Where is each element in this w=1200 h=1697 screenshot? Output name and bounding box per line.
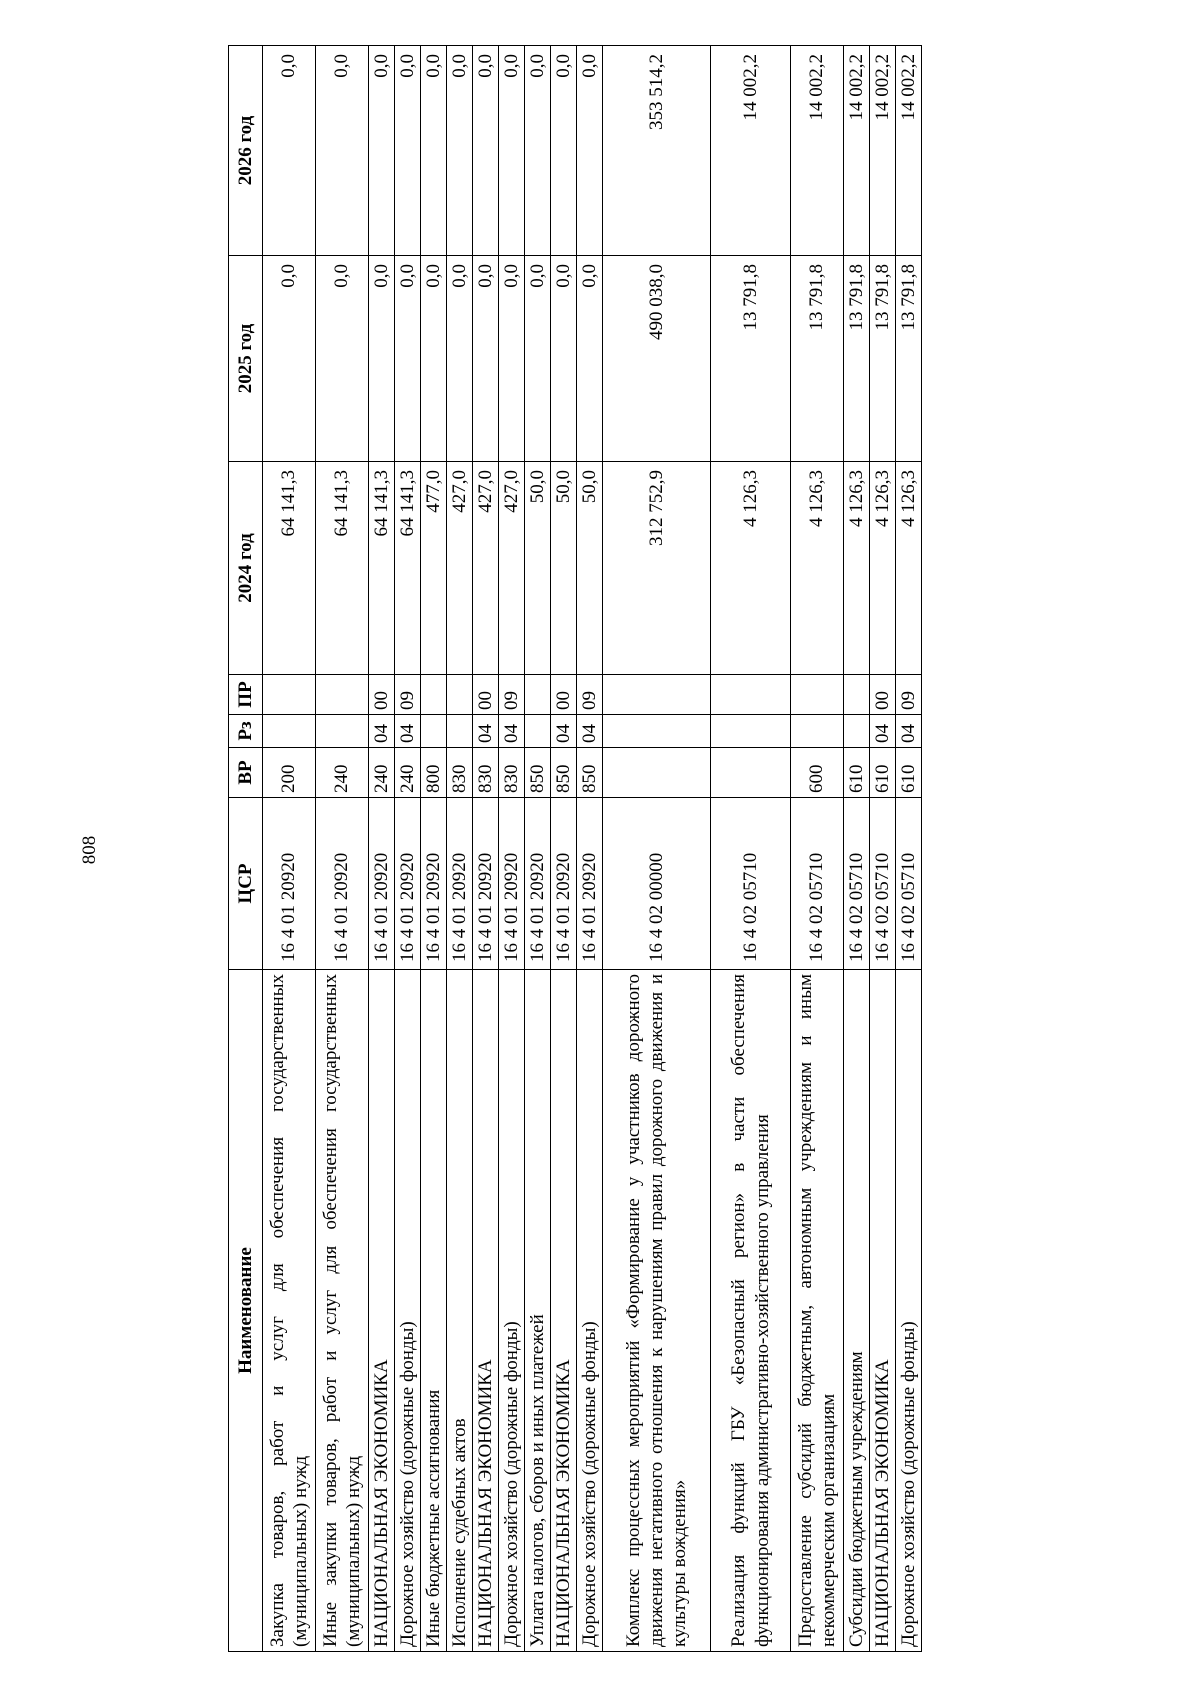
cell-rz xyxy=(791,715,844,748)
cell-2025: 13 791,8 xyxy=(791,256,844,462)
cell-vr: 850 xyxy=(525,748,551,798)
cell-rz xyxy=(603,715,711,748)
cell-vr: 240 xyxy=(395,748,421,798)
table-row xyxy=(473,46,499,1652)
cell-2024: 427,0 xyxy=(447,462,473,675)
header-name: Наименование xyxy=(229,970,263,1652)
table-header-row xyxy=(229,46,263,1652)
cell-rz xyxy=(421,715,447,748)
cell-rz: 04 xyxy=(369,715,395,748)
cell-name: Реализация функций ГБУ «Безопасный регион» в части обеспечения функционирования административно-хозяйственного управления xyxy=(711,970,791,1652)
cell-2026: 0,0 xyxy=(395,46,421,256)
cell-pr: 00 xyxy=(473,675,499,715)
cell-name: Иные бюджетные ассигнования xyxy=(421,970,447,1652)
table-row xyxy=(369,46,395,1652)
rotated-table-wrapper xyxy=(228,46,919,1652)
cell-name: Закупка товаров, работ и услуг для обеспечения государственных (муниципальных) нужд xyxy=(263,970,316,1652)
cell-2024: 50,0 xyxy=(577,462,603,675)
cell-vr: 240 xyxy=(316,748,369,798)
table-row xyxy=(447,46,473,1652)
cell-name: НАЦИОНАЛЬНАЯ ЭКОНОМИКА xyxy=(870,970,896,1652)
cell-pr: 00 xyxy=(369,675,395,715)
cell-name: Уплата налогов, сборов и иных платежей xyxy=(525,970,551,1652)
table-row xyxy=(870,46,896,1652)
cell-pr: 09 xyxy=(577,675,603,715)
cell-pr xyxy=(316,675,369,715)
table-row xyxy=(263,46,316,1652)
cell-2025: 490 038,0 xyxy=(603,256,711,462)
cell-csr: 16 4 02 05710 xyxy=(844,798,870,970)
table-row xyxy=(577,46,603,1652)
cell-2025: 0,0 xyxy=(316,256,369,462)
cell-rz: 04 xyxy=(473,715,499,748)
cell-2026: 14 002,2 xyxy=(791,46,844,256)
cell-2024: 50,0 xyxy=(525,462,551,675)
cell-vr: 830 xyxy=(473,748,499,798)
cell-2024: 477,0 xyxy=(421,462,447,675)
cell-pr: 00 xyxy=(551,675,577,715)
cell-2026: 0,0 xyxy=(263,46,316,256)
cell-vr xyxy=(603,748,711,798)
cell-csr: 16 4 01 20920 xyxy=(263,798,316,970)
header-rz: Рз xyxy=(229,715,263,748)
cell-2024: 4 126,3 xyxy=(896,462,922,675)
cell-2025: 0,0 xyxy=(499,256,525,462)
cell-2025: 0,0 xyxy=(421,256,447,462)
cell-csr: 16 4 01 20920 xyxy=(473,798,499,970)
cell-2025: 0,0 xyxy=(551,256,577,462)
cell-2026: 14 002,2 xyxy=(844,46,870,256)
cell-pr xyxy=(791,675,844,715)
cell-2026: 14 002,2 xyxy=(870,46,896,256)
cell-pr xyxy=(263,675,316,715)
cell-pr xyxy=(421,675,447,715)
cell-rz xyxy=(844,715,870,748)
cell-rz xyxy=(447,715,473,748)
cell-2025: 13 791,8 xyxy=(896,256,922,462)
cell-rz xyxy=(711,715,791,748)
cell-name: Субсидии бюджетным учреждениям xyxy=(844,970,870,1652)
cell-2026: 0,0 xyxy=(421,46,447,256)
cell-csr: 16 4 01 20920 xyxy=(577,798,603,970)
header-csr: ЦСР xyxy=(229,798,263,970)
table-row xyxy=(525,46,551,1652)
cell-rz: 04 xyxy=(577,715,603,748)
cell-pr xyxy=(525,675,551,715)
cell-2026: 0,0 xyxy=(447,46,473,256)
cell-2026: 0,0 xyxy=(577,46,603,256)
cell-name: НАЦИОНАЛЬНАЯ ЭКОНОМИКА xyxy=(369,970,395,1652)
cell-vr: 850 xyxy=(577,748,603,798)
cell-2026: 0,0 xyxy=(499,46,525,256)
cell-name: Комплекс процессных мероприятий «Формирование у участников дорожного движения негативного отношения к нарушениям правил дорожного движения и культуры вождения» xyxy=(603,970,711,1652)
cell-rz: 04 xyxy=(870,715,896,748)
cell-pr: 09 xyxy=(896,675,922,715)
cell-name: Дорожное хозяйство (дорожные фонды) xyxy=(577,970,603,1652)
cell-csr: 16 4 02 05710 xyxy=(791,798,844,970)
cell-2024: 50,0 xyxy=(551,462,577,675)
cell-2026: 14 002,2 xyxy=(711,46,791,256)
cell-csr: 16 4 01 20920 xyxy=(421,798,447,970)
cell-vr: 850 xyxy=(551,748,577,798)
cell-csr: 16 4 01 20920 xyxy=(499,798,525,970)
table-row xyxy=(711,46,791,1652)
cell-name: Предоставление субсидий бюджетным, автономным учреждениям и иным некоммерческим организациям xyxy=(791,970,844,1652)
header-2026: 2026 год xyxy=(229,46,263,256)
cell-2026: 0,0 xyxy=(473,46,499,256)
table-row xyxy=(421,46,447,1652)
table-row xyxy=(791,46,844,1652)
cell-vr: 610 xyxy=(870,748,896,798)
cell-2024: 4 126,3 xyxy=(791,462,844,675)
cell-2024: 64 141,3 xyxy=(369,462,395,675)
cell-vr: 200 xyxy=(263,748,316,798)
cell-2026: 0,0 xyxy=(525,46,551,256)
cell-name: Иные закупки товаров, работ и услуг для обеспечения государственных (муниципальных) нужд xyxy=(316,970,369,1652)
cell-vr xyxy=(711,748,791,798)
cell-csr: 16 4 01 20920 xyxy=(316,798,369,970)
cell-2025: 0,0 xyxy=(447,256,473,462)
cell-pr xyxy=(844,675,870,715)
cell-vr: 600 xyxy=(791,748,844,798)
cell-pr: 09 xyxy=(395,675,421,715)
table-row xyxy=(844,46,870,1652)
cell-2024: 64 141,3 xyxy=(395,462,421,675)
cell-vr: 240 xyxy=(369,748,395,798)
cell-2026: 353 514,2 xyxy=(603,46,711,256)
cell-csr: 16 4 01 20920 xyxy=(395,798,421,970)
cell-pr xyxy=(711,675,791,715)
cell-name: Исполнение судебных актов xyxy=(447,970,473,1652)
cell-2024: 4 126,3 xyxy=(711,462,791,675)
header-2024: 2024 год xyxy=(229,462,263,675)
cell-2025: 0,0 xyxy=(369,256,395,462)
cell-2026: 0,0 xyxy=(369,46,395,256)
cell-pr xyxy=(603,675,711,715)
budget-table xyxy=(228,45,922,1652)
cell-2024: 64 141,3 xyxy=(316,462,369,675)
cell-2025: 0,0 xyxy=(263,256,316,462)
table-row xyxy=(499,46,525,1652)
cell-csr: 16 4 01 20920 xyxy=(447,798,473,970)
cell-2024: 64 141,3 xyxy=(263,462,316,675)
cell-pr: 09 xyxy=(499,675,525,715)
cell-csr: 16 4 01 20920 xyxy=(551,798,577,970)
header-2025: 2025 год xyxy=(229,256,263,462)
cell-name: НАЦИОНАЛЬНАЯ ЭКОНОМИКА xyxy=(473,970,499,1652)
table-row xyxy=(551,46,577,1652)
cell-2026: 0,0 xyxy=(551,46,577,256)
cell-2024: 312 752,9 xyxy=(603,462,711,675)
cell-pr xyxy=(447,675,473,715)
table-row xyxy=(603,46,711,1652)
cell-rz xyxy=(263,715,316,748)
cell-vr: 830 xyxy=(447,748,473,798)
cell-csr: 16 4 02 05710 xyxy=(896,798,922,970)
header-vr: ВР xyxy=(229,748,263,798)
cell-2025: 13 791,8 xyxy=(844,256,870,462)
cell-2024: 4 126,3 xyxy=(870,462,896,675)
header-pr: ПР xyxy=(229,675,263,715)
cell-vr: 610 xyxy=(896,748,922,798)
cell-2025: 0,0 xyxy=(525,256,551,462)
cell-2025: 13 791,8 xyxy=(711,256,791,462)
table-row xyxy=(395,46,421,1652)
cell-2025: 0,0 xyxy=(577,256,603,462)
cell-name: Дорожное хозяйство (дорожные фонды) xyxy=(896,970,922,1652)
cell-rz: 04 xyxy=(499,715,525,748)
cell-2024: 427,0 xyxy=(499,462,525,675)
cell-2025: 0,0 xyxy=(395,256,421,462)
cell-2025: 13 791,8 xyxy=(870,256,896,462)
cell-vr: 800 xyxy=(421,748,447,798)
cell-2026: 14 002,2 xyxy=(896,46,922,256)
cell-rz: 04 xyxy=(551,715,577,748)
cell-rz xyxy=(316,715,369,748)
cell-csr: 16 4 02 05710 xyxy=(870,798,896,970)
cell-rz: 04 xyxy=(896,715,922,748)
cell-csr: 16 4 02 05710 xyxy=(711,798,791,970)
cell-vr: 830 xyxy=(499,748,525,798)
cell-2024: 427,0 xyxy=(473,462,499,675)
cell-csr: 16 4 02 00000 xyxy=(603,798,711,970)
cell-csr: 16 4 01 20920 xyxy=(525,798,551,970)
table-row xyxy=(896,46,922,1652)
cell-pr: 00 xyxy=(870,675,896,715)
cell-name: Дорожное хозяйство (дорожные фонды) xyxy=(395,970,421,1652)
page-number: 808 xyxy=(79,835,100,865)
cell-rz: 04 xyxy=(395,715,421,748)
cell-2026: 0,0 xyxy=(316,46,369,256)
cell-vr: 610 xyxy=(844,748,870,798)
cell-rz xyxy=(525,715,551,748)
cell-2024: 4 126,3 xyxy=(844,462,870,675)
cell-csr: 16 4 01 20920 xyxy=(369,798,395,970)
cell-name: Дорожное хозяйство (дорожные фонды) xyxy=(499,970,525,1652)
table-row xyxy=(316,46,369,1652)
cell-name: НАЦИОНАЛЬНАЯ ЭКОНОМИКА xyxy=(551,970,577,1652)
cell-2025: 0,0 xyxy=(473,256,499,462)
